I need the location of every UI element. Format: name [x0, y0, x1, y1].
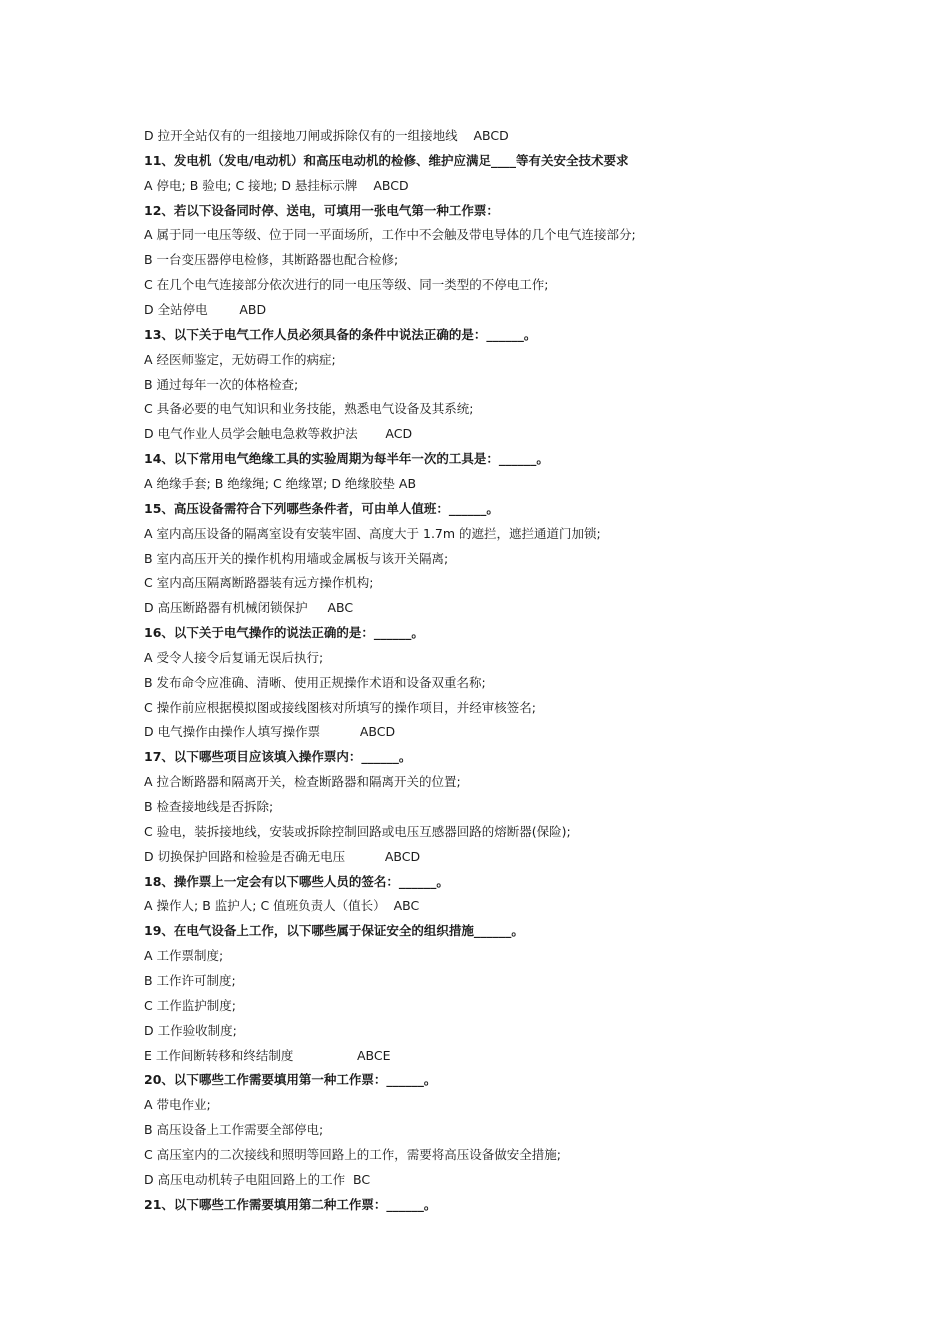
question-heading: 11、发电机（发电/电动机）和高压电动机的检修、维护应满足____等有关安全技术要求 — [144, 152, 629, 168]
option-line: A 操作人; B 监护人; C 值班负责人（值长） ABC — [144, 898, 420, 914]
option-line: A 带电作业; — [144, 1097, 211, 1113]
question-heading: 13、以下关于电气工作人员必须具备的条件中说法正确的是：______。 — [144, 326, 537, 342]
question-heading: 18、操作票上一定会有以下哪些人员的签名：______。 — [144, 873, 449, 889]
question-heading: 14、以下常用电气绝缘工具的实验周期为每半年一次的工具是：______。 — [144, 451, 549, 467]
option-line: D 工作验收制度; — [144, 1022, 237, 1038]
question-heading: 21、以下哪些工作需要填用第二种工作票：______。 — [144, 1196, 437, 1212]
option-line: A 工作票制度; — [144, 948, 224, 964]
question-heading: 15、高压设备需符合下列哪些条件者，可由单人值班：______。 — [144, 500, 499, 516]
question-heading: 20、以下哪些工作需要填用第一种工作票：______。 — [144, 1072, 437, 1088]
option-line: D 高压断路器有机械闭锁保护 ABC — [144, 600, 354, 616]
option-line: A 绝缘手套; B 绝缘绳; C 绝缘罩; D 绝缘胶垫 AB — [144, 475, 417, 491]
option-line: B 一台变压器停电检修，其断路器也配合检修; — [144, 252, 399, 268]
question-heading: 16、以下关于电气操作的说法正确的是：______。 — [144, 625, 424, 640]
question-heading: 12、若以下设备同时停、送电，可填用一张电气第一种工作票： — [144, 202, 499, 218]
option-line: A 经医师鉴定，无妨碍工作的病症; — [144, 351, 336, 367]
question-heading: 19、在电气设备上工作，以下哪些属于保证安全的组织措施______。 — [144, 923, 524, 939]
option-line: C 高压室内的二次接线和照明等回路上的工作，需要将高压设备做安全措施; — [144, 1146, 561, 1162]
option-line: B 检查接地线是否拆除; — [144, 799, 274, 814]
option-line: C 具备必要的电气知识和业务技能，熟悉电气设备及其系统; — [144, 401, 474, 417]
option-line: C 室内高压隔离断路器装有远方操作机构; — [144, 575, 374, 591]
option-line: B 通过每年一次的体格检查; — [144, 376, 299, 392]
option-line: B 高压设备上工作需要全部停电; — [144, 1122, 324, 1137]
option-line: C 操作前应根据模拟图或接线图核对所填写的操作项目，并经审核签名; — [144, 699, 536, 715]
option-line: A 属于同一电压等级、位于同一平面场所，工作中不会触及带电导体的几个电气连接部分; — [144, 227, 636, 243]
option-line: C 在几个电气连接部分依次进行的同一电压等级、同一类型的不停电工作; — [144, 277, 549, 293]
question-heading: 17、以下哪些项目应该填入操作票内：______。 — [144, 749, 412, 765]
option-line: A 停电; B 验电; C 接地; D 悬挂标示牌 ABCD — [144, 177, 409, 193]
option-line: D 切换保护回路和检验是否确无电压 ABCD — [144, 848, 421, 864]
option-line: D 拉开全站仅有的一组接地刀闸或拆除仅有的一组接地线 ABCD — [144, 128, 509, 143]
option-line: B 工作许可制度; — [144, 972, 236, 988]
option-line: A 拉合断路器和隔离开关，检查断路器和隔离开关的位置; — [144, 774, 461, 790]
option-line: C 验电，装拆接地线，安装或拆除控制回路或电压互感器回路的熔断器(保险); — [144, 823, 571, 839]
option-line: D 高压电动机转子电阻回路上的工作 BC — [144, 1171, 371, 1187]
option-line: D 全站停电 ABD — [144, 302, 267, 317]
option-line: B 发布命令应准确、清晰、使用正规操作术语和设备双重名称; — [144, 674, 486, 690]
option-line: A 受令人接令后复诵无误后执行; — [144, 649, 324, 665]
option-line: E 工作间断转移和终结制度 ABCE — [144, 1047, 391, 1063]
option-line: B 室内高压开关的操作机构用墙或金属板与该开关隔离; — [144, 550, 449, 566]
option-line: A 室内高压设备的隔离室设有安装牢固、高度大于 1.7m 的遮拦，遮拦通道门加锁; — [144, 525, 601, 541]
option-line: D 电气操作由操作人填写操作票 ABCD — [144, 724, 396, 740]
option-line: D 电气作业人员学会触电急救等救护法 ACD — [144, 426, 413, 442]
option-line: C 工作监护制度; — [144, 997, 236, 1013]
